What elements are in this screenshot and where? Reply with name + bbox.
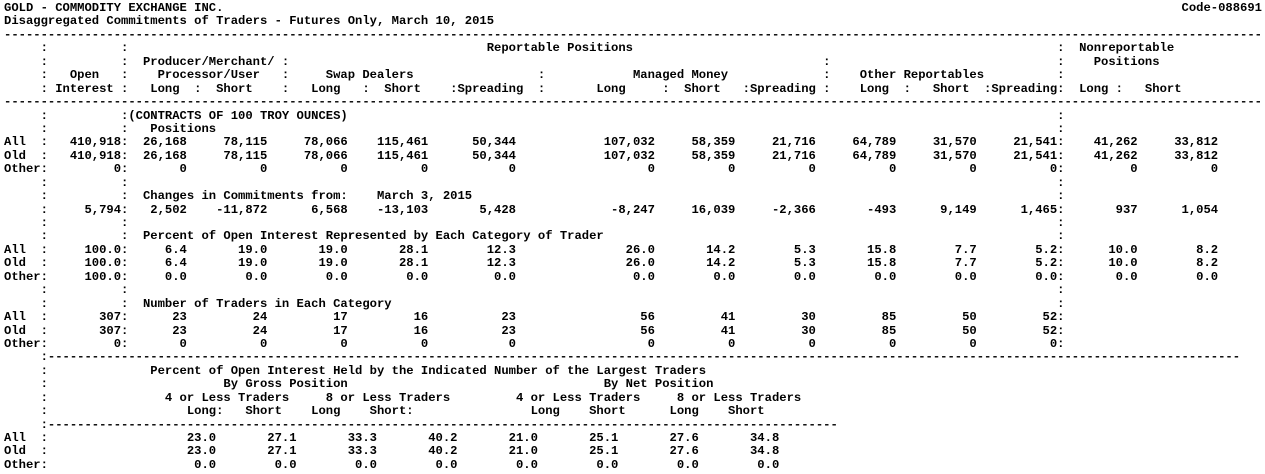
- report-line: : Percent of Open Interest Held by the Indicated Number of the Largest Traders: [4, 363, 707, 378]
- report-line: Other: 0: 0 0 0 0 0 0 0 0 0 0 0: 0 0: [4, 162, 1219, 177]
- report-line: Other: 100.0: 0.0 0.0 0.0 0.0 0.0 0.0 0.0 0.0 0.0 0.0 0.0: 0.0 0.0: [4, 269, 1219, 284]
- report-line: Other: 0: 0 0 0 0 0 0 0 0 0 0 0:: [4, 336, 1065, 351]
- report-line: GOLD - COMMODITY EXCHANGE INC. Code-088691: [4, 1, 1262, 15]
- report-line: Old : 100.0: 6.4 19.0 19.0 28.1 12.3 26.0 14.2 5.3 15.8 7.7 5.2: 10.0 8.2: [4, 256, 1219, 271]
- report-line: Other: 0.0 0.0 0.0 0.0 0.0 0.0 0.0 0.0: [4, 457, 780, 472]
- report-line: : : Number of Traders in Each Category :: [4, 296, 1065, 311]
- report-line: : : Changes in Commitments from: March 3, 2015 :: [4, 189, 1065, 204]
- report-line: : : :: [4, 175, 1065, 190]
- report-line: : : Reportable Positions : Nonreportable: [4, 41, 1175, 56]
- report-line: Disaggregated Commitments of Traders - Futures Only, March 10, 2015: [4, 14, 495, 29]
- report-line: : Open : Processor/User : Swap Dealers : Managed Money : Other Reportables :: [4, 68, 1065, 83]
- report-line: : : :: [4, 283, 1065, 298]
- report-line: : : Producer/Merchant/ : : : Positions: [4, 54, 1160, 69]
- report-line: : Long: Short Long Short: Long Short Long Short: [4, 404, 765, 419]
- report-line: : Interest : Long : Short : Long : Short :Spreading : Long : Short :Spreading : Long : Short :Spreading: Long : Short: [4, 81, 1182, 96]
- report-line: : : :: [4, 216, 1065, 230]
- report-line: All : 307: 23 24 17 16 23 56 41 30 85 50 52:: [4, 310, 1065, 325]
- report-line: : By Gross Position By Net Position: [4, 377, 714, 392]
- report-line: : :(CONTRACTS OF 100 TROY OUNCES) :: [4, 108, 1065, 123]
- report-line: ----------------------------------------------------------------------------------------------------------------------------------------------------------------------------: [4, 27, 1262, 42]
- report-line: : 4 or Less Traders 8 or Less Traders 4 or Less Traders 8 or Less Traders: [4, 390, 802, 405]
- report-line: :-------------------------------------------------------------------------------------------------------------------------------------------------------------------: [4, 350, 1241, 365]
- report-line: Old : 307: 23 24 17 16 23 56 41 30 85 50 52:: [4, 323, 1065, 338]
- report-line: : : Positions :: [4, 121, 1065, 136]
- report-line: All : 23.0 27.1 33.3 40.2 21.0 25.1 27.6 34.8: [4, 431, 780, 445]
- report-line: All : 100.0: 6.4 19.0 19.0 28.1 12.3 26.0 14.2 5.3 15.8 7.7 5.2: 10.0 8.2: [4, 242, 1219, 257]
- report-line: ----------------------------------------------------------------------------------------------------------------------------------------------------------------------------: [4, 95, 1262, 110]
- report-line: :------------------------------------------------------------------------------------------------------------: [4, 417, 838, 432]
- report-line: : 5,794: 2,502 -11,872 6,568 -13,103 5,428 -8,247 16,039 -2,366 -493 9,149 1,465: 937 1,054: [4, 202, 1219, 217]
- report-line: Old : 23.0 27.1 33.3 40.2 21.0 25.1 27.6 34.8: [4, 444, 780, 459]
- report-line: All : 410,918: 26,168 78,115 78,066 115,461 50,344 107,032 58,359 21,716 64,789 31,570 21,541: 41,262 33,812: [4, 135, 1219, 150]
- report-line: Old : 410,918: 26,168 78,115 78,066 115,461 50,344 107,032 58,359 21,716 64,789 31,570 21,541: 41,262 33,812: [4, 148, 1219, 163]
- report-line: : : Percent of Open Interest Represented by Each Category of Trader :: [4, 229, 1065, 244]
